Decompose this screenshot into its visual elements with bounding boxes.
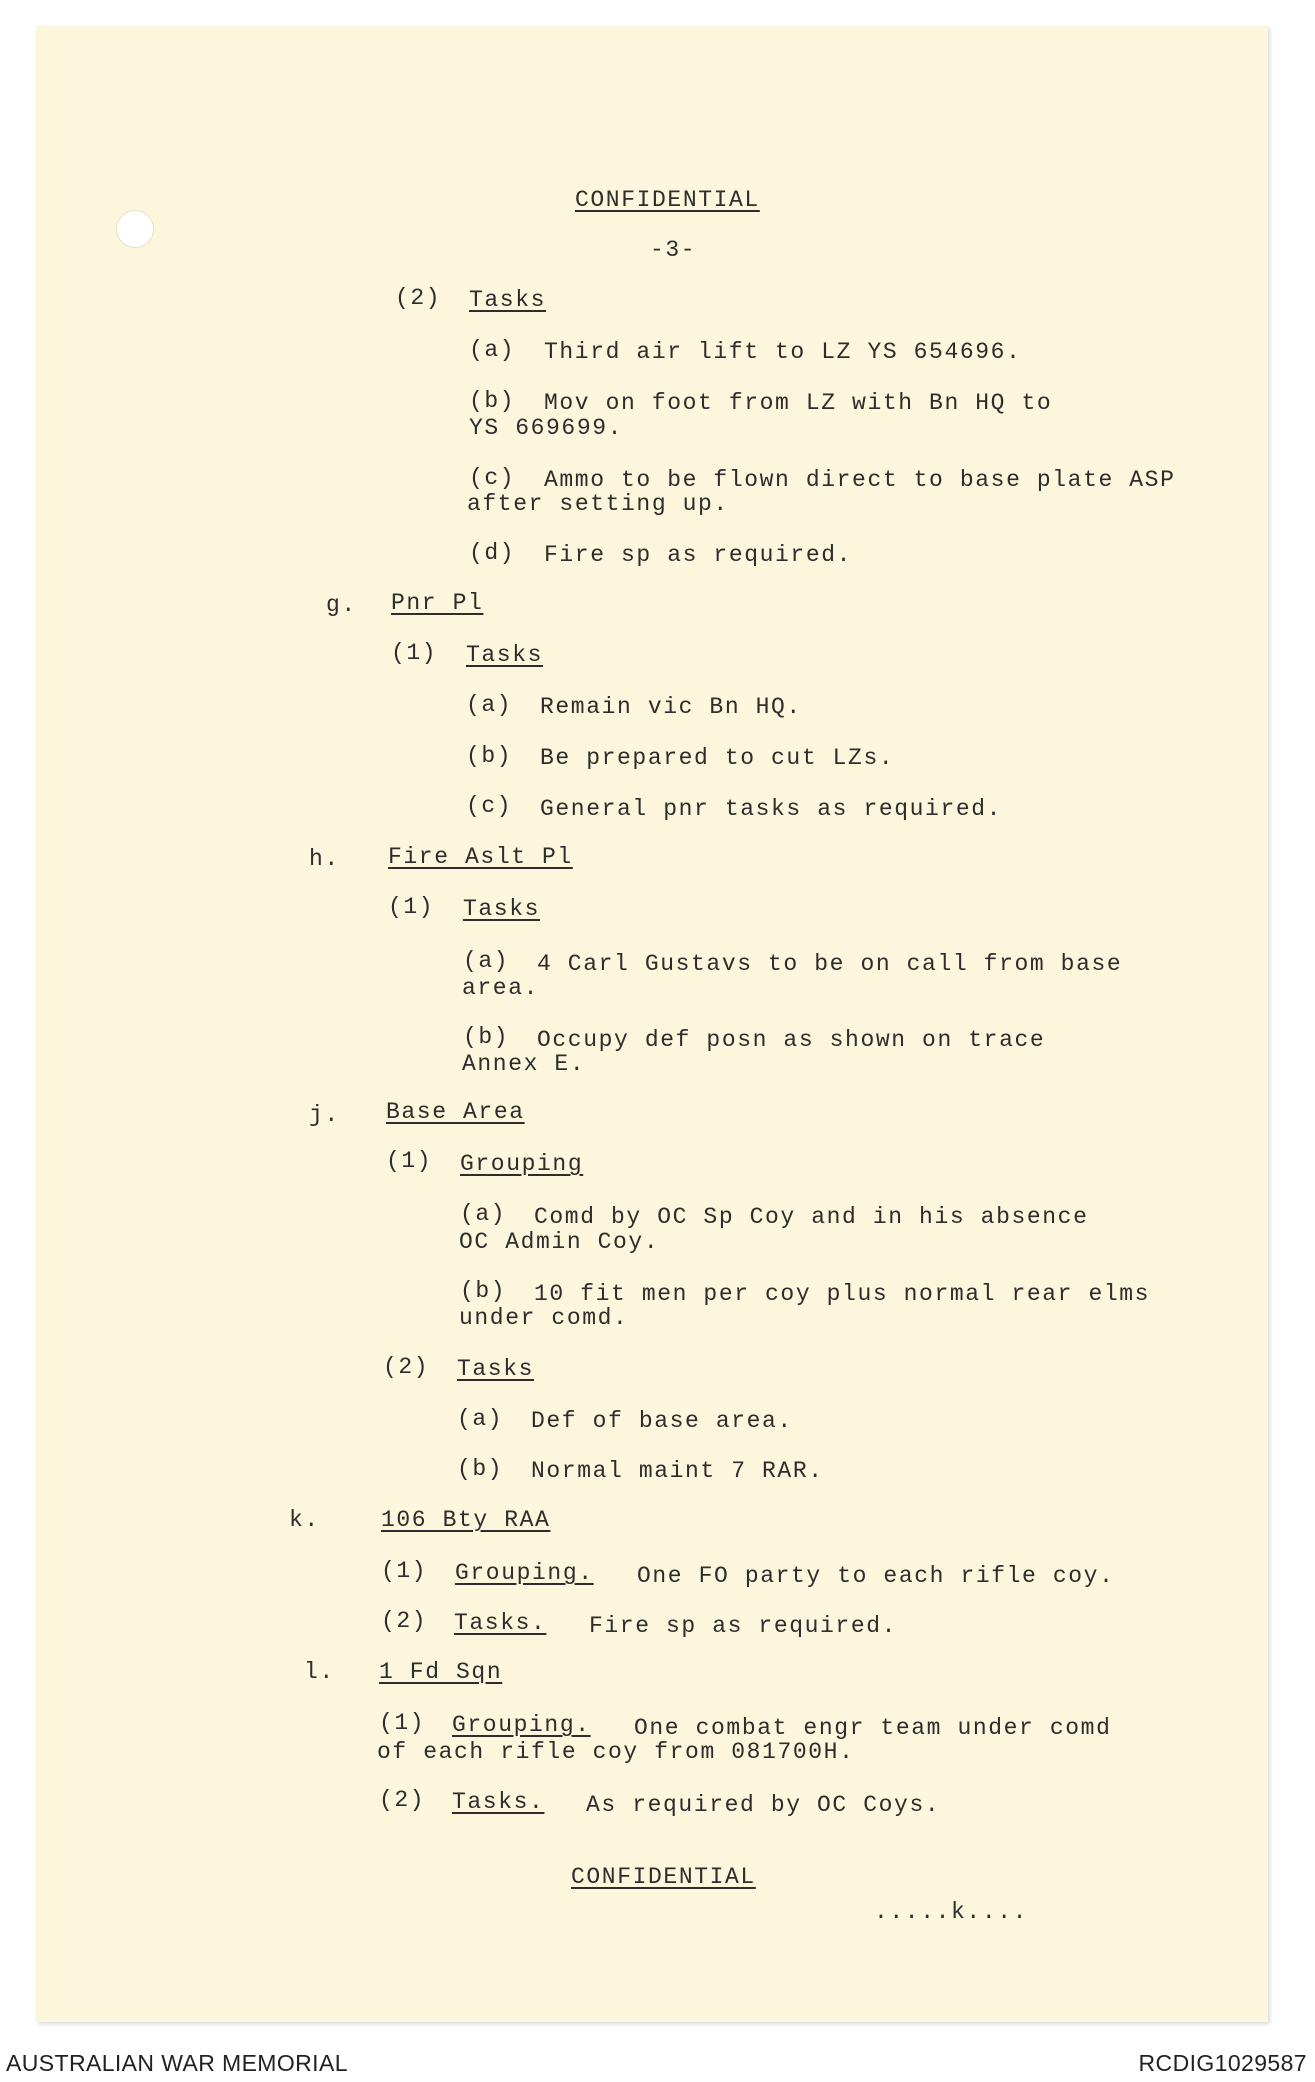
classification-header: CONFIDENTIAL [575, 187, 760, 213]
subitem-text: 10 fit men per coy plus normal rear elms [534, 1281, 1151, 1307]
item-number: (1) [381, 1558, 428, 1584]
section-heading: Fire Aslt Pl [388, 844, 573, 870]
subitem-number: (a) [457, 1406, 504, 1432]
item-number: (2) [395, 285, 442, 311]
subitem-text-cont: under comd. [459, 1305, 629, 1331]
section-heading: 106 Bty RAA [381, 1507, 551, 1533]
item-heading: Grouping. [452, 1712, 591, 1738]
subitem-number: (a) [466, 692, 513, 718]
punch-hole [116, 210, 154, 248]
subitem-text: Occupy def posn as shown on trace [537, 1027, 1046, 1053]
subitem-number: (b) [457, 1456, 504, 1482]
item-heading: Tasks [466, 642, 544, 668]
archive-id: RCDIG1029587 [1138, 2050, 1307, 2076]
item-number: (1) [386, 1148, 433, 1174]
item-number: (2) [379, 1787, 426, 1813]
subitem-text-cont: YS 669699. [469, 415, 624, 441]
item-number: (2) [383, 1354, 430, 1380]
subitem-text: Be prepared to cut LZs. [540, 745, 895, 771]
subitem-text: Def of base area. [531, 1408, 793, 1434]
subitem-number: (b) [463, 1024, 510, 1050]
subitem-text: Ammo to be flown direct to base plate ASP [544, 467, 1176, 493]
section-heading: 1 Fd Sqn [379, 1659, 503, 1685]
archive-credit: AUSTRALIAN WAR MEMORIAL [6, 2050, 348, 2076]
section-letter: h. [309, 846, 340, 872]
classification-footer: CONFIDENTIAL [571, 1864, 756, 1890]
subitem-number: (a) [460, 1201, 507, 1227]
subitem-text: Normal maint 7 RAR. [531, 1458, 824, 1484]
item-text: One FO party to each rifle coy. [637, 1563, 1115, 1589]
item-number: (2) [381, 1608, 428, 1634]
subitem-text: Mov on foot from LZ with Bn HQ to [544, 390, 1053, 416]
section-heading: Base Area [386, 1099, 525, 1125]
subitem-number: (a) [469, 337, 516, 363]
section-letter: g. [326, 592, 357, 618]
item-number: (1) [388, 894, 435, 920]
subitem-text: General pnr tasks as required. [540, 796, 1003, 822]
subitem-number: (c) [469, 465, 516, 491]
continuation-marker: .....k.... [874, 1899, 1029, 1925]
item-heading: Tasks [457, 1356, 535, 1382]
subitem-text: Comd by OC Sp Coy and in his absence [534, 1204, 1089, 1230]
subitem-text-cont: after setting up. [467, 491, 729, 517]
item-heading: Tasks. [452, 1789, 545, 1815]
item-text: One combat engr team under comd [634, 1715, 1112, 1741]
item-number: (1) [391, 640, 438, 666]
item-text: Fire sp as required. [589, 1613, 898, 1639]
section-letter: k. [289, 1507, 320, 1533]
subitem-text-cont: area. [462, 975, 540, 1001]
item-text-cont: of each rifle coy from 081700H. [377, 1739, 855, 1765]
page-number: -3- [650, 237, 697, 263]
subitem-number: (b) [466, 743, 513, 769]
subitem-text-cont: OC Admin Coy. [459, 1229, 660, 1255]
item-heading: Tasks [469, 287, 547, 313]
subitem-text: 4 Carl Gustavs to be on call from base [537, 951, 1123, 977]
subitem-number: (d) [469, 540, 516, 566]
subitem-number: (a) [463, 948, 510, 974]
section-letter: l. [304, 1659, 335, 1685]
item-heading: Tasks. [454, 1610, 547, 1636]
section-heading: Pnr Pl [391, 590, 484, 616]
subitem-text: Fire sp as required. [544, 542, 853, 568]
item-heading: Grouping [460, 1151, 584, 1177]
section-letter: j. [309, 1102, 340, 1128]
item-number: (1) [379, 1710, 426, 1736]
item-text: As required by OC Coys. [586, 1792, 941, 1818]
subitem-number: (b) [469, 388, 516, 414]
item-heading: Tasks [463, 896, 541, 922]
subitem-text-cont: Annex E. [462, 1051, 586, 1077]
subitem-text: Remain vic Bn HQ. [540, 694, 802, 720]
subitem-number: (c) [466, 793, 513, 819]
item-heading: Grouping. [455, 1560, 594, 1586]
subitem-text: Third air lift to LZ YS 654696. [544, 339, 1022, 365]
subitem-number: (b) [460, 1278, 507, 1304]
